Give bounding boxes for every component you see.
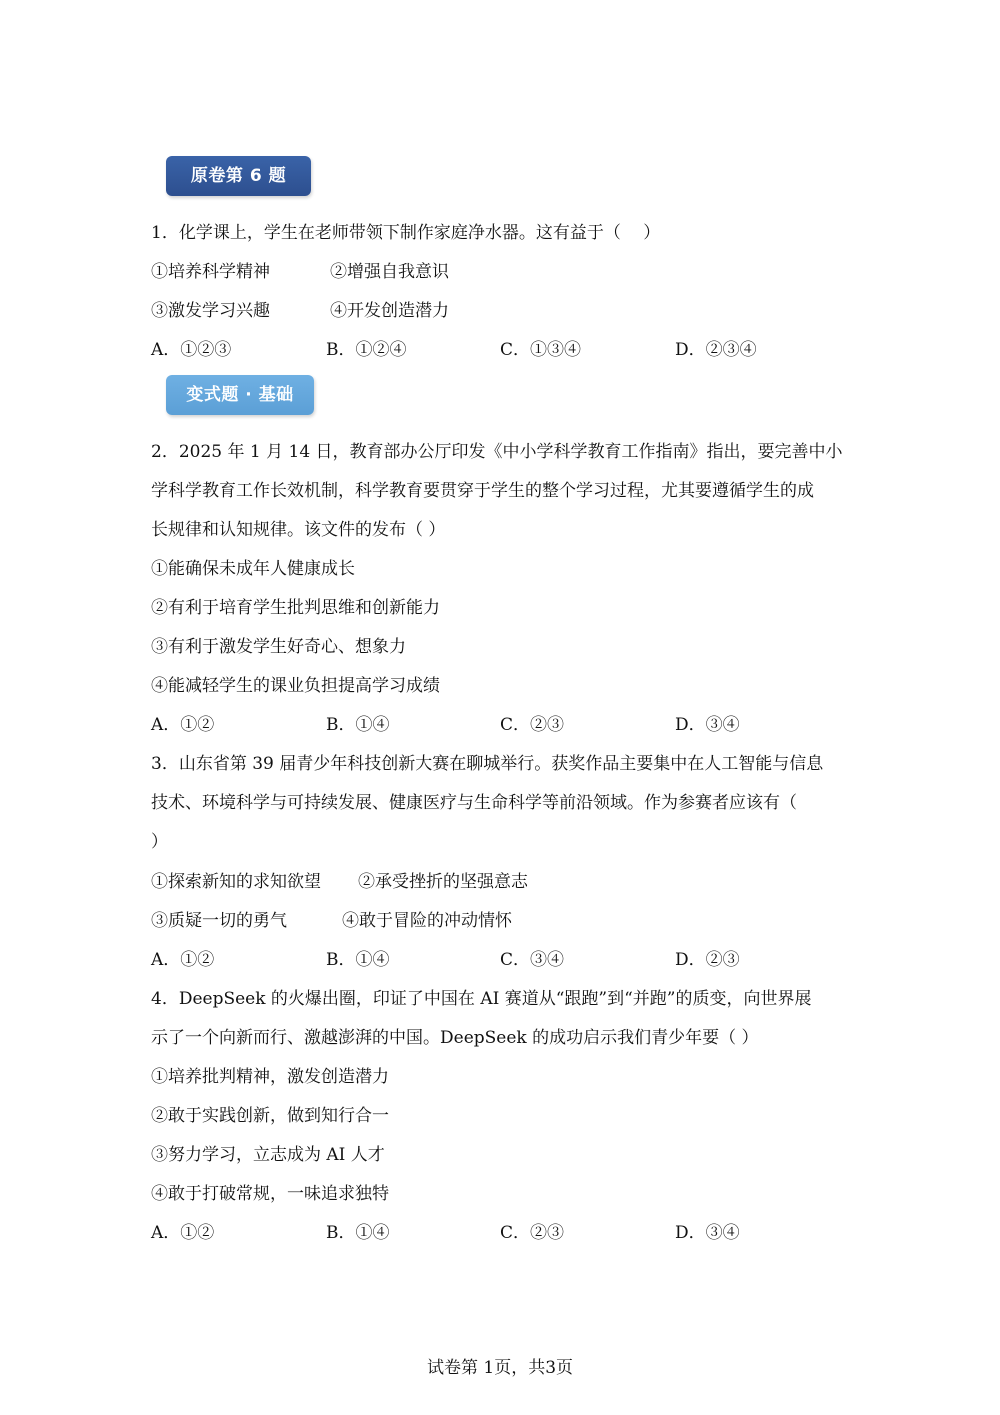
q1-item-2: ②增强自我意识	[330, 262, 449, 282]
q4-item-2: ②敢于实践创新，做到知行合一	[151, 1106, 389, 1126]
q2-stem-line-2: 学科学教育工作长效机制，科学教育要贯穿于学生的整个学习过程，尤其要遵循学生的成	[151, 481, 814, 501]
variant-basic-badge: 变式题 · 基础	[166, 375, 314, 415]
original-question-badge: 原卷第 6 题	[166, 156, 311, 196]
q3-item-2: ②承受挫折的坚强意志	[358, 872, 528, 892]
q2-option-c: C．②③	[500, 715, 565, 735]
q3-item-3: ③质疑一切的勇气	[151, 911, 287, 931]
q4-option-d: D．③④	[675, 1223, 740, 1243]
q1-option-b: B．①②④	[326, 340, 407, 360]
q2-item-3: ③有利于激发学生好奇心、想象力	[151, 637, 406, 657]
q3-item-1: ①探索新知的求知欲望	[151, 872, 321, 892]
q3-stem-line-2: 技术、环境科学与可持续发展、健康医疗与生命科学等前沿领域。作为参赛者应该有（	[151, 793, 797, 813]
q3-option-c: C．③④	[500, 950, 565, 970]
q2-item-2: ②有利于培育学生批判思维和创新能力	[151, 598, 440, 618]
q4-item-4: ④敢于打破常规，一味追求独特	[151, 1184, 389, 1204]
q2-item-1: ①能确保未成年人健康成长	[151, 559, 355, 579]
q3-option-a: A．①②	[151, 950, 215, 970]
q3-stem-line-3: ）	[151, 832, 168, 852]
q1-item-4: ④开发创造潜力	[330, 301, 449, 321]
q1-stem: 1．化学课上，学生在老师带领下制作家庭净水器。这有益于（ ）	[151, 223, 661, 243]
q3-stem-line-1: 3．山东省第 39 届青少年科技创新大赛在聊城举行。获奖作品主要集中在人工智能与信息	[151, 754, 824, 774]
q2-option-d: D．③④	[675, 715, 740, 735]
q1-option-c: C．①③④	[500, 340, 582, 360]
q4-option-a: A．①②	[151, 1223, 215, 1243]
q3-item-4: ④敢于冒险的冲动情怀	[342, 911, 512, 931]
q2-stem-line-1: 2．2025 年 1 月 14 日，教育部办公厅印发《中小学科学教育工作指南》指出，要完善中小	[151, 442, 843, 462]
q2-stem-line-3: 长规律和认知规律。该文件的发布（ ）	[151, 520, 446, 540]
q4-stem-line-2: 示了一个向新而行、激越澎湃的中国。DeepSeek 的成功启示我们青少年要（ ）	[151, 1028, 759, 1048]
q2-item-4: ④能减轻学生的课业负担提高学习成绩	[151, 676, 440, 696]
q2-option-b: B．①④	[326, 715, 390, 735]
q4-stem-line-1: 4．DeepSeek 的火爆出圈，印证了中国在 AI 赛道从“跟跑”到“并跑”的质变，向世界展	[151, 989, 812, 1009]
q2-option-a: A．①②	[151, 715, 215, 735]
page-footer: 试卷第 1页，共3页	[426, 1358, 574, 1378]
q3-option-d: D．②③	[675, 950, 740, 970]
q4-item-1: ①培养批判精神，激发创造潜力	[151, 1067, 389, 1087]
q1-option-d: D．②③④	[675, 340, 757, 360]
q4-item-3: ③努力学习，立志成为 AI 人才	[151, 1145, 385, 1165]
q1-option-a: A．①②③	[151, 340, 232, 360]
q4-option-c: C．②③	[500, 1223, 565, 1243]
q1-item-1: ①培养科学精神	[151, 262, 270, 282]
q3-option-b: B．①④	[326, 950, 390, 970]
q1-item-3: ③激发学习兴趣	[151, 301, 270, 321]
q4-option-b: B．①④	[326, 1223, 390, 1243]
